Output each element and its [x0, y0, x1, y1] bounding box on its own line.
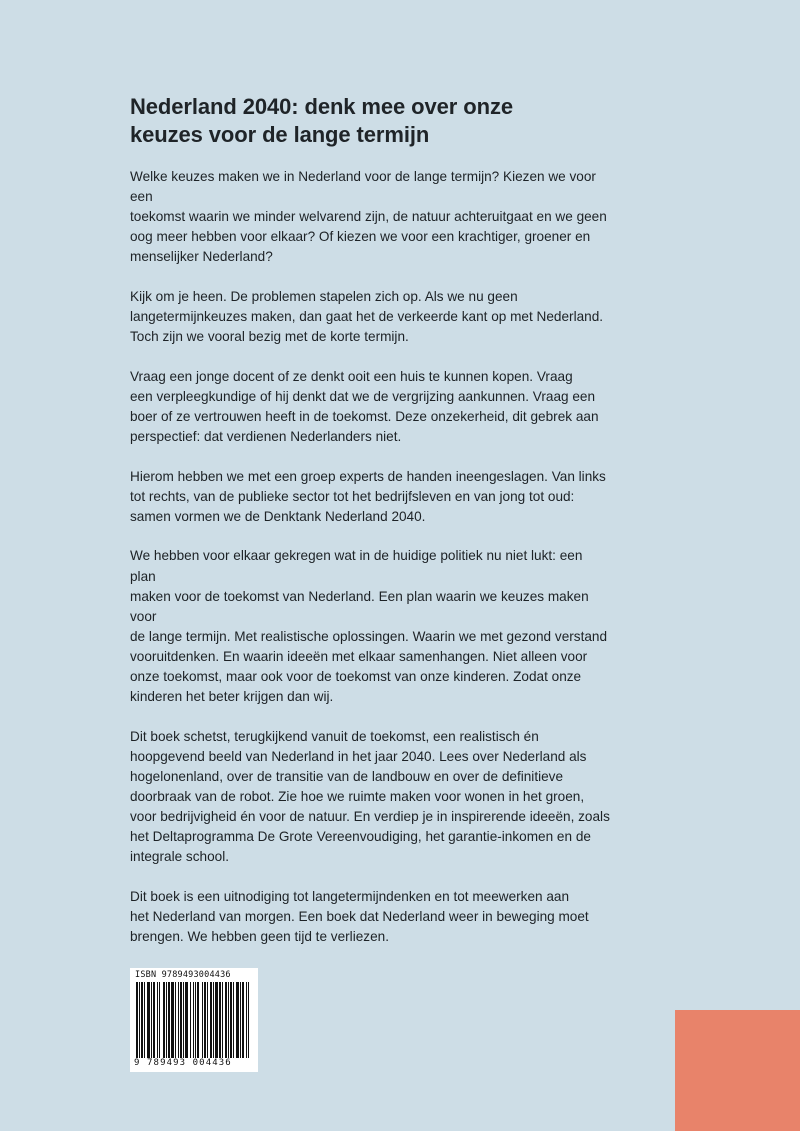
barcode-bar: [246, 982, 247, 1058]
blurb-line: voor bedrijvigheid én voor de natuur. En verdiep je in inspirerende ideeën, zoals: [130, 809, 610, 825]
blurb-line: menselijker Nederland?: [130, 249, 273, 265]
barcode-bar: [141, 982, 143, 1058]
blurb-line: perspectief: dat verdienen Nederlanders niet.: [130, 429, 402, 445]
barcode-bar: [242, 982, 244, 1058]
blurb-line: de lange termijn. Met realistische oplossingen. Waarin we met gezond verstand: [130, 628, 608, 644]
barcode-bar: [213, 982, 214, 1058]
barcode-bar: [197, 982, 199, 1058]
blurb-line: Welke keuzes maken we in Nederland voor de lange termijn? Kiezen we voor een: [130, 169, 596, 205]
barcode-bar: [151, 982, 152, 1058]
blurb-line: brengen. We hebben geen tijd te verliezen.: [130, 929, 389, 944]
blurb-line: doorbraak van de robot. Zie hoe we ruimte maken voor wonen in het groen,: [130, 788, 585, 804]
blurb-line: integrale school.: [130, 849, 229, 865]
blurb-line: een verpleegkundige of hij denkt dat we de vergrijzing aankunnen. Vraag een: [130, 388, 596, 404]
blurb-paragraph: [130, 546, 610, 707]
blurb-line: samen vormen we de Denktank Nederland 2040.: [130, 508, 426, 524]
blurb-paragraph: [130, 727, 610, 868]
barcode-bar: [168, 982, 170, 1058]
barcode-bar: [210, 982, 212, 1058]
blurb-line: Hierom hebben we met een groep experts de handen ineengeslagen. Van links: [130, 468, 606, 484]
barcode-bar: [178, 982, 179, 1058]
barcode-bar: [139, 982, 140, 1058]
barcode-bar: [185, 982, 188, 1058]
barcode-bar: [153, 982, 155, 1058]
barcode-bar: [204, 982, 206, 1058]
barcode-bar: [215, 982, 218, 1058]
barcode-bar: [159, 982, 160, 1058]
blurb-line: boer of ze vertrouwen heeft in de toekomst. Deze onzekerheid, dit gebrek aan: [130, 408, 599, 424]
blurb-line: onze toekomst, maar ook voor de toekomst van onze kinderen. Zodat onze: [130, 668, 582, 684]
barcode-bar: [144, 982, 145, 1058]
barcode-bar: [219, 982, 221, 1058]
barcode-bar: [136, 982, 138, 1058]
accent-color-block: [675, 1010, 800, 1131]
blurb-line: vooruitdenken. En waarin ideeën met elkaar samenhangen. Niet alleen voor: [130, 648, 588, 664]
isbn-label: ISBN 9789493004436: [135, 970, 231, 980]
blurb-line: Vraag een jonge docent of ze denkt ooit een huis te kunnen kopen. Vraag: [130, 368, 573, 384]
cover-title: [130, 93, 610, 149]
barcode-bar: [175, 982, 176, 1058]
barcode-bar: [202, 982, 203, 1058]
blurb-line: We hebben voor elkaar gekregen wat in de huidige politiek nu niet lukt: een plan: [130, 548, 583, 584]
barcode-bar: [190, 982, 191, 1058]
blurb-line: tot rechts, van de publieke sector tot het bedrijfsleven en van jong tot oud:: [130, 488, 575, 504]
barcode-bar: [236, 982, 239, 1058]
blurb-body: [130, 167, 610, 947]
barcode-bar: [180, 982, 182, 1058]
cover-text-column: [130, 93, 610, 967]
blurb-line: hogelonenland, over de transitie van de landbouw en over de definitieve: [130, 768, 564, 784]
blurb-paragraph: [130, 287, 610, 347]
cover-title-line: keuzes voor de lange termijn: [130, 122, 430, 147]
isbn-barcode: [130, 968, 258, 1072]
barcode-bar: [195, 982, 196, 1058]
barcode-bar: [207, 982, 208, 1058]
barcode-bar: [230, 982, 232, 1058]
barcode-bar: [248, 982, 249, 1058]
barcode-bar: [228, 982, 229, 1058]
isbn-digits: 9 789493 004436: [134, 1058, 232, 1068]
blurb-paragraph: [130, 367, 610, 447]
cover-title-line: Nederland 2040: denk mee over onze: [130, 94, 513, 119]
blurb-line: maken voor de toekomst van Nederland. Een plan waarin we keuzes maken voor: [130, 588, 589, 624]
blurb-paragraph: [130, 467, 610, 527]
blurb-line: het Deltaprogramma De Grote Vereenvoudiging, het garantie-inkomen en de: [130, 829, 591, 845]
blurb-line: Dit boek is een uitnodiging tot langetermijndenken en tot meewerken aan: [130, 888, 570, 904]
blurb-line: Dit boek schetst, terugkijkend vanuit de toekomst, een realistisch én: [130, 728, 539, 744]
barcode-bar: [222, 982, 223, 1058]
barcode-bar: [183, 982, 184, 1058]
barcode-bar: [166, 982, 167, 1058]
blurb-line: langetermijnkeuzes maken, dan gaat het de verkeerde kant op met Nederland.: [130, 309, 604, 325]
blurb-line: Toch zijn we vooral bezig met de korte termijn.: [130, 329, 409, 345]
blurb-line: hoopgevend beeld van Nederland in het jaar 2040. Lees over Nederland als: [130, 748, 587, 764]
barcode-bar: [233, 982, 234, 1058]
blurb-paragraph: [130, 167, 610, 267]
blurb-line: Kijk om je heen. De problemen stapelen zich op. Als we nu geen: [130, 288, 518, 304]
blurb-line: oog meer hebben voor elkaar? Of kiezen we voor een krachtiger, groener en: [130, 229, 591, 245]
barcode-bar: [225, 982, 227, 1058]
barcode-bars: [136, 982, 252, 1058]
barcode-bar: [163, 982, 165, 1058]
blurb-paragraph: [130, 887, 610, 947]
barcode-bar: [240, 982, 241, 1058]
blurb-line: het Nederland van morgen. Een boek dat Nederland weer in beweging moet: [130, 908, 589, 924]
barcode-bar: [171, 982, 174, 1058]
barcode-bar: [147, 982, 150, 1058]
barcode-bar: [193, 982, 194, 1058]
blurb-line: toekomst waarin we minder welvarend zijn, de natuur achteruitgaat en we geen: [130, 209, 607, 225]
barcode-bar: [157, 982, 158, 1058]
blurb-line: kinderen het beter krijgen dan wij.: [130, 689, 334, 705]
